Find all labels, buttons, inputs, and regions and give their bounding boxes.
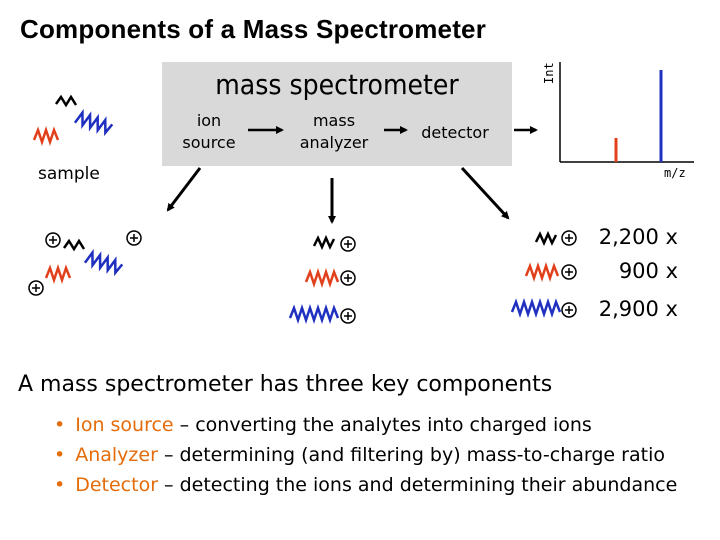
bullet-dot-icon: • bbox=[54, 414, 66, 436]
bullet-dot-icon: • bbox=[54, 474, 66, 496]
bullet-detector bbox=[54, 470, 677, 500]
spectrum-y-label: Int bbox=[542, 62, 556, 84]
detected-medium-ion bbox=[526, 266, 558, 278]
sample-medium-molecule bbox=[34, 130, 58, 142]
separated-medium-ion bbox=[306, 272, 338, 284]
summary-heading: A mass spectrometer has three key components bbox=[18, 372, 553, 397]
bullet-dot-icon: • bbox=[54, 444, 66, 466]
arrow-ion-source-down bbox=[168, 168, 200, 210]
ionized-large-molecule bbox=[85, 251, 123, 274]
bullet-text: – detecting the ions and determining their abundance bbox=[158, 474, 678, 496]
component-bullet-list bbox=[54, 410, 677, 500]
abundance-medium: 900 x bbox=[618, 259, 678, 283]
abundance-small: 2,200 x bbox=[598, 225, 678, 249]
bullet-text: – converting the analytes into charged ions bbox=[173, 414, 592, 436]
bullet-analyzer bbox=[54, 440, 677, 470]
abundance-large: 2,900 x bbox=[598, 297, 678, 321]
bullet-text: – determining (and filtering by) mass-to-charge ratio bbox=[157, 444, 665, 466]
sample-label: sample bbox=[38, 164, 100, 184]
bullet-term: Analyzer bbox=[75, 444, 158, 466]
bullet-term: Ion source bbox=[75, 414, 174, 436]
detected-large-ion bbox=[512, 302, 560, 314]
bullet-ion-source bbox=[54, 410, 677, 440]
sample-large-molecule bbox=[75, 111, 113, 134]
bullet-term: Detector bbox=[75, 474, 159, 496]
separated-small-ion bbox=[314, 238, 334, 247]
mass-analyzer-label: mass analyzer bbox=[286, 110, 382, 154]
mass-spectrometer-label: mass spectrometer bbox=[215, 68, 459, 101]
detected-small-ion bbox=[536, 234, 556, 243]
ion-charges-source bbox=[29, 231, 141, 295]
arrow-detector-down bbox=[462, 168, 508, 218]
sample-small-molecule bbox=[56, 97, 76, 105]
separated-large-ion bbox=[290, 308, 338, 320]
spectrum-x-label: m/z bbox=[664, 166, 686, 180]
detector-label: detector bbox=[410, 122, 500, 144]
ionized-small-molecule bbox=[64, 241, 84, 249]
ionized-medium-molecule bbox=[46, 268, 70, 280]
ion-source-label: ion source bbox=[172, 110, 246, 154]
page-title: Components of a Mass Spectrometer bbox=[20, 14, 487, 44]
